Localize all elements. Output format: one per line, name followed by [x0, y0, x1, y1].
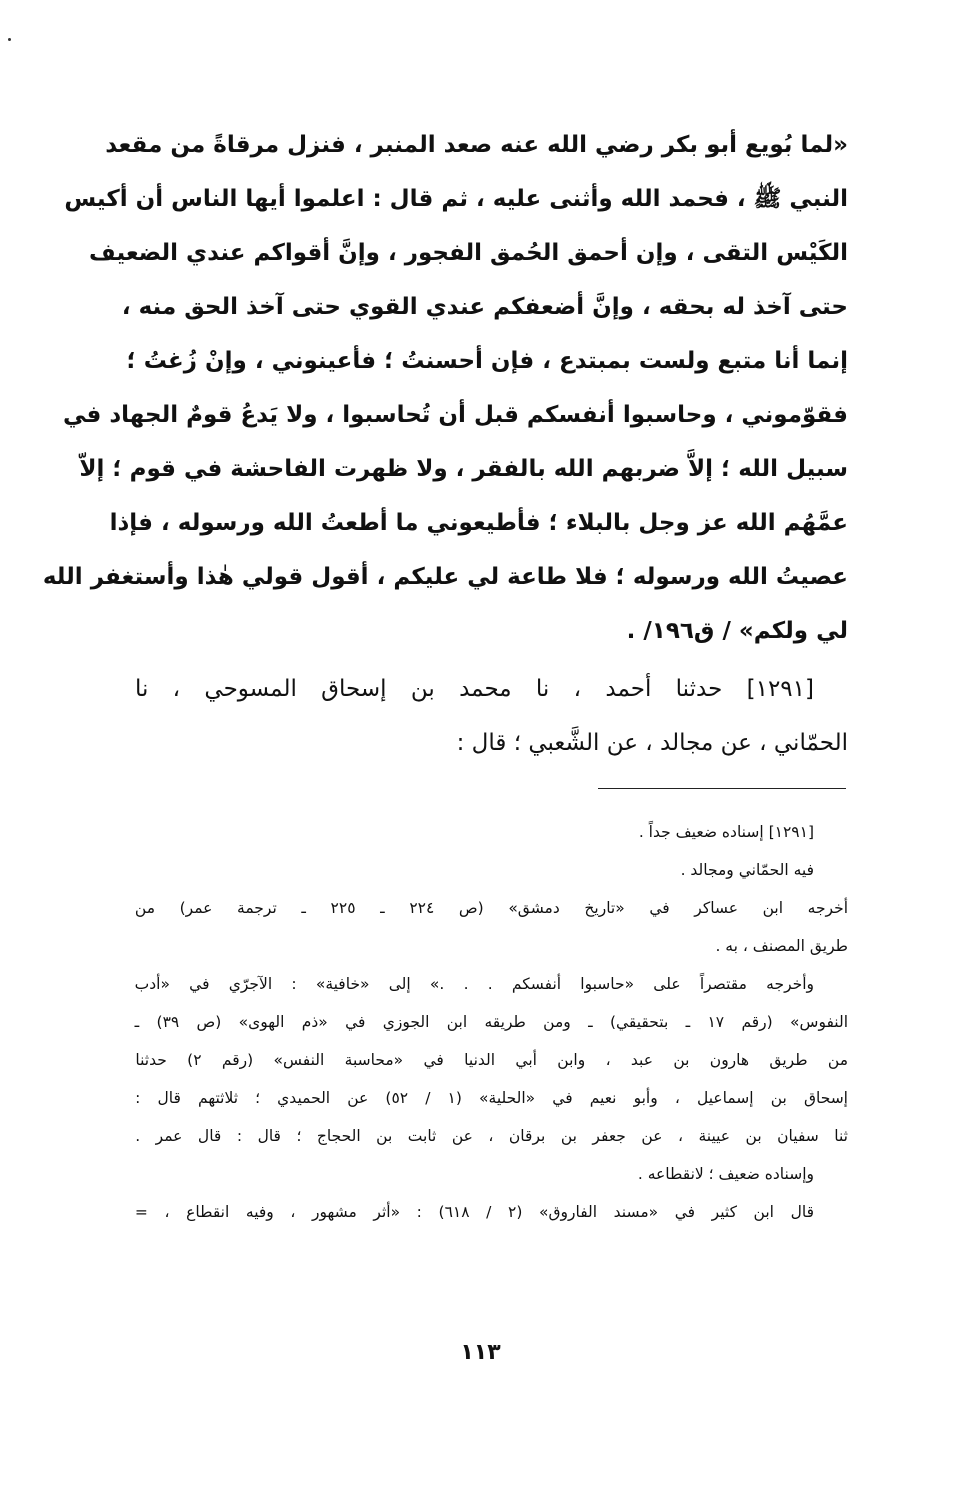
footnotes-block [135, 813, 848, 1231]
footnote-line: ثنا سفيان بن عيينة ، عن جعفر بن برقان ، عن ثابت بن الحجاج ؛ قال : قال عمر . [135, 1127, 848, 1145]
next-entry-line: الحمّاني ، عن مجالد ، عن الشَّعبي ؛ قال : [456, 730, 848, 756]
main-text-block [42, 118, 848, 658]
footnote-line: قال ابن كثير في «مسند الفاروق» (٢ / ٦١٨) : «أثر مشهور ، وفيه انقطاع ، = [134, 1203, 814, 1221]
footnote-line: أخرجه ابن عساكر في «تاريخ دمشق» (ص ٢٢٤ ـ ٢٢٥ ـ ترجمة عمر) من [134, 899, 848, 917]
scan-speck [8, 38, 11, 41]
main-text-line: عمَّهُم الله عز وجل بالبلاء ؛ فأطيعوني ما أطعتُ الله ورسوله ، فإذا [109, 510, 848, 536]
next-entry-line: [١٢٩١] حدثنا أحمد ، نا محمد بن إسحاق المسوحي ، نا [134, 676, 814, 702]
page-number: ١١٣ [460, 1340, 501, 1365]
main-text-line: الكَيْس التقى ، وإن أحمق الحُمق الفجور ، وإنَّ أقواكم عندي الضعيف [89, 240, 848, 266]
footnote-line: وأخرجه مقتصراً على «حاسبوا أنفسكم . . .» إلى «خافية» : الآجرّي في «أدب [134, 975, 814, 993]
main-text-line: فقوّموني ، وحاسبوا أنفسكم قبل أن تُحاسبوا ، ولا يَدعُ قومٌ الجهاد في [63, 402, 848, 428]
footnote-line: من طريق هارون بن عبد ، وابن أبي الدنيا في «محاسبة النفس» (رقم ٢) حدثنا [135, 1051, 848, 1069]
main-text-line: حتى آخذ له بحقه ، وإنَّ أضعفكم عندي القوي حتى آخذ الحق منه ، [121, 294, 848, 320]
footnote-line: وإسناده ضعيف ؛ لانقطاعه . [637, 1165, 814, 1183]
footnote-line: طريق المصنف ، به . [715, 937, 848, 955]
footnote-line: النفوس» (رقم ١٧ ـ بتحقيقي) ـ ومن طريقه ابن الجوزي في «ذم الهوى» (ص ٣٩) ـ [134, 1013, 848, 1031]
footnote-line: [١٢٩١] إسناده ضعيف جداً . [638, 823, 814, 841]
footnote-separator [598, 788, 846, 789]
main-text-line: إنما أنا متبع ولست بمبتدع ، فإن أحسنتُ ؛ فأعينوني ، وإنْ زُغتُ ؛ [126, 348, 848, 374]
main-text-line: عصيتُ الله ورسوله ؛ فلا طاعة لي عليكم ، أقول قولي هٰذا وأستغفر الله [42, 564, 848, 590]
main-text-line: لي ولكم» / ق١٩٦/ . [626, 618, 848, 644]
main-text-line: النبي ﷺ ، فحمد الله وأثنى عليه ، ثم قال : اعلموا أيها الناس أن أكيس [64, 186, 848, 212]
next-entry-block [135, 662, 848, 770]
main-text-line: سبيل الله ؛ إلاَّ ضربهم الله بالفقر ، ولا ظهرت الفاحشة في قوم ؛ إلاّ [79, 456, 848, 482]
footnote-line: فيه الحمّاني ومجالد . [680, 861, 814, 879]
main-text-line: «لما بُويع أبو بكر رضي الله عنه صعد المنبر ، فنزل مرقاةً من مقعد [105, 132, 848, 158]
footnote-line: إسحاق بن إسماعيل ، وأبو نعيم في «الحلية» (١ / ٥٢) عن الحميدي ؛ ثلاثتهم قال : [135, 1089, 848, 1107]
